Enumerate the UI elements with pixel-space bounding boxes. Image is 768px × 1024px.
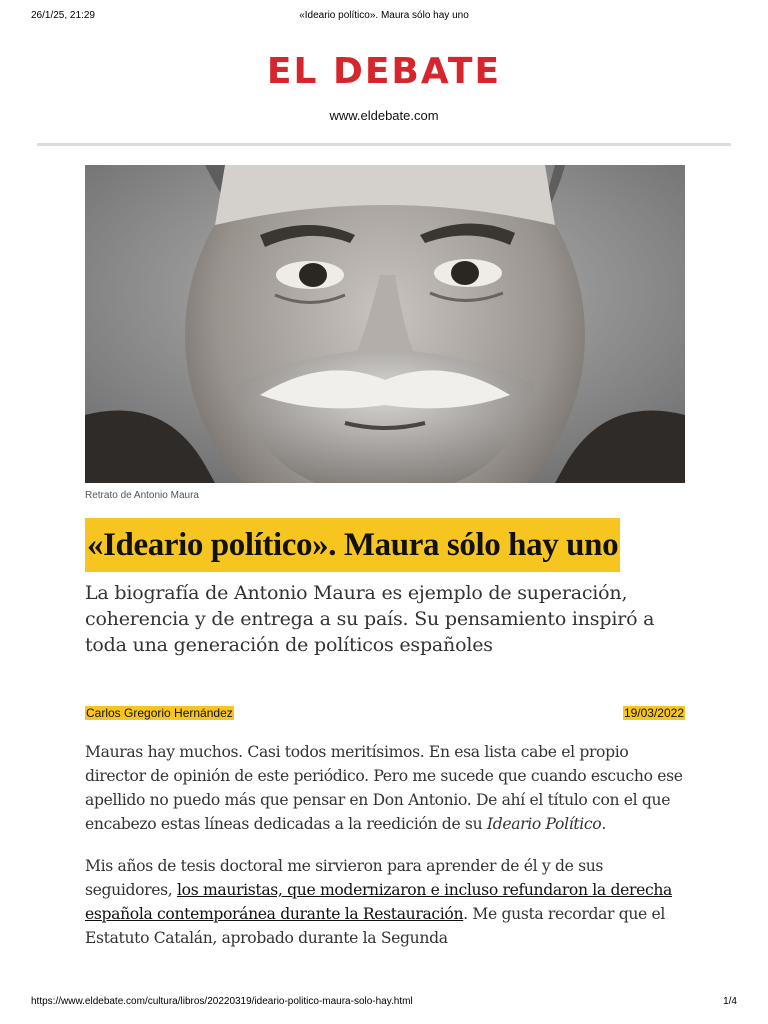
print-footer — [31, 996, 737, 1010]
print-page-title: «Ideario político». Maura sólo hay uno — [299, 10, 469, 21]
page-number: 1/4 — [723, 996, 737, 1007]
headline-highlight — [85, 518, 620, 572]
image-caption: Retrato de Antonio Maura — [85, 490, 199, 501]
byline — [85, 706, 685, 724]
site-url[interactable]: www.eldebate.com — [329, 108, 439, 123]
article-headline: «Ideario político». Maura sólo hay uno — [87, 527, 619, 563]
print-url: https://www.eldebate.com/cultura/libros/20220319/ideario-politico-maura-solo-hay.html — [31, 996, 413, 1007]
print-datetime: 26/1/25, 21:29 — [31, 10, 95, 21]
article-body — [85, 740, 690, 968]
paragraph-2-text: Mis años de tesis doctoral me sirvieron para aprender de él y de sus seguidores, — [85, 857, 604, 899]
print-header — [31, 10, 737, 26]
paragraph-1-end: . — [601, 815, 606, 833]
paragraph-2-end: . Me gusta recordar que el Estatuto Catalán, aprobado durante la Segunda — [85, 905, 666, 947]
mauristas-link[interactable]: los mauristas, que modernizaron e incluso refundaron la derecha española contemporánea durante la Restauración — [85, 881, 672, 923]
paragraph-2 — [85, 854, 690, 950]
book-title: Ideario Político — [486, 815, 602, 833]
publish-date: 19/03/2022 — [623, 706, 684, 720]
hero-portrait-image — [85, 165, 685, 483]
site-logo[interactable]: EL DEBATE — [266, 51, 502, 92]
paragraph-1-text: Mauras hay muchos. Casi todos meritísimos. En esa lista cabe el propio director de opinión de este periódico. Pero me sucede que cuando escucho ese apellido no puedo más que pensar en Don Antonio. De ahí el título con el que encabezo estas líneas dedicadas a la reedición de su — [85, 743, 683, 833]
article-subtitle: La biografía de Antonio Maura es ejemplo de superación, coherencia y de entrega a su país. Su pensamiento inspiró a toda una generación de políticos españoles — [85, 582, 655, 656]
portrait-illustration — [85, 165, 685, 483]
author-link[interactable]: Carlos Gregorio Hernández — [86, 706, 233, 720]
paragraph-1 — [85, 740, 690, 836]
header-divider — [37, 143, 731, 146]
